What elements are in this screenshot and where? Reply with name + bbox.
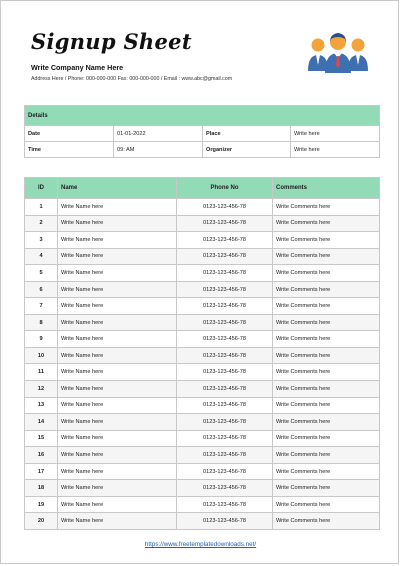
row-comment[interactable]: Write Comments here bbox=[273, 496, 380, 513]
row-name[interactable]: Write Name here bbox=[58, 215, 177, 232]
row-name[interactable]: Write Name here bbox=[58, 199, 177, 216]
row-comment[interactable]: Write Comments here bbox=[273, 447, 380, 464]
row-phone[interactable]: 0123-123-456-78 bbox=[177, 331, 273, 348]
table-row bbox=[25, 496, 380, 513]
row-comment[interactable]: Write Comments here bbox=[273, 248, 380, 265]
row-id: 18 bbox=[25, 480, 58, 497]
row-name[interactable]: Write Name here bbox=[58, 248, 177, 265]
signup-table bbox=[24, 177, 380, 530]
row-name[interactable]: Write Name here bbox=[58, 480, 177, 497]
date-value[interactable]: 01-01-2022 bbox=[114, 126, 203, 142]
table-row bbox=[25, 447, 380, 464]
row-comment[interactable]: Write Comments here bbox=[273, 314, 380, 331]
row-phone[interactable]: 0123-123-456-78 bbox=[177, 430, 273, 447]
row-phone[interactable]: 0123-123-456-78 bbox=[177, 281, 273, 298]
row-name[interactable]: Write Name here bbox=[58, 381, 177, 398]
details-table bbox=[24, 105, 380, 158]
row-id: 1 bbox=[25, 199, 58, 216]
row-id: 8 bbox=[25, 314, 58, 331]
table-row bbox=[25, 331, 380, 348]
row-id: 19 bbox=[25, 496, 58, 513]
table-row bbox=[25, 480, 380, 497]
row-id: 6 bbox=[25, 281, 58, 298]
row-id: 15 bbox=[25, 430, 58, 447]
row-name[interactable]: Write Name here bbox=[58, 397, 177, 414]
row-name[interactable]: Write Name here bbox=[58, 463, 177, 480]
column-header-id: ID bbox=[25, 178, 58, 199]
row-comment[interactable]: Write Comments here bbox=[273, 513, 380, 530]
row-comment[interactable]: Write Comments here bbox=[273, 281, 380, 298]
row-id: 16 bbox=[25, 447, 58, 464]
row-name[interactable]: Write Name here bbox=[58, 265, 177, 282]
row-phone[interactable]: 0123-123-456-78 bbox=[177, 298, 273, 315]
table-row bbox=[25, 397, 380, 414]
row-name[interactable]: Write Name here bbox=[58, 298, 177, 315]
details-row bbox=[25, 142, 380, 158]
table-row bbox=[25, 199, 380, 216]
table-row bbox=[25, 248, 380, 265]
row-phone[interactable]: 0123-123-456-78 bbox=[177, 215, 273, 232]
row-name[interactable]: Write Name here bbox=[58, 347, 177, 364]
table-row bbox=[25, 364, 380, 381]
row-phone[interactable]: 0123-123-456-78 bbox=[177, 347, 273, 364]
row-phone[interactable]: 0123-123-456-78 bbox=[177, 513, 273, 530]
table-row bbox=[25, 430, 380, 447]
row-comment[interactable]: Write Comments here bbox=[273, 480, 380, 497]
row-phone[interactable]: 0123-123-456-78 bbox=[177, 397, 273, 414]
row-id: 20 bbox=[25, 513, 58, 530]
details-row bbox=[25, 126, 380, 142]
column-header-comments: Comments bbox=[273, 178, 380, 199]
row-name[interactable]: Write Name here bbox=[58, 430, 177, 447]
row-id: 5 bbox=[25, 265, 58, 282]
row-comment[interactable]: Write Comments here bbox=[273, 414, 380, 431]
table-row bbox=[25, 314, 380, 331]
table-row bbox=[25, 215, 380, 232]
row-phone[interactable]: 0123-123-456-78 bbox=[177, 496, 273, 513]
company-address: Address Here / Phone: 000-000-000 Fax: 000-000-000 / Email : www.abc@gmail.com bbox=[31, 76, 233, 82]
details-heading: Details bbox=[25, 106, 380, 126]
row-id: 4 bbox=[25, 248, 58, 265]
table-row bbox=[25, 232, 380, 249]
row-comment[interactable]: Write Comments here bbox=[273, 364, 380, 381]
row-id: 12 bbox=[25, 381, 58, 398]
table-row bbox=[25, 265, 380, 282]
row-comment[interactable]: Write Comments here bbox=[273, 430, 380, 447]
row-name[interactable]: Write Name here bbox=[58, 447, 177, 464]
people-group-icon bbox=[304, 31, 372, 73]
row-phone[interactable]: 0123-123-456-78 bbox=[177, 248, 273, 265]
row-phone[interactable]: 0123-123-456-78 bbox=[177, 364, 273, 381]
row-phone[interactable]: 0123-123-456-78 bbox=[177, 199, 273, 216]
row-name[interactable]: Write Name here bbox=[58, 232, 177, 249]
organizer-value[interactable]: Write here bbox=[291, 142, 380, 158]
row-id: 3 bbox=[25, 232, 58, 249]
row-name[interactable]: Write Name here bbox=[58, 513, 177, 530]
row-id: 17 bbox=[25, 463, 58, 480]
row-comment[interactable]: Write Comments here bbox=[273, 232, 380, 249]
row-phone[interactable]: 0123-123-456-78 bbox=[177, 480, 273, 497]
row-id: 14 bbox=[25, 414, 58, 431]
row-phone[interactable]: 0123-123-456-78 bbox=[177, 414, 273, 431]
row-name[interactable]: Write Name here bbox=[58, 414, 177, 431]
row-id: 2 bbox=[25, 215, 58, 232]
organizer-label: Organizer bbox=[203, 142, 291, 158]
row-comment[interactable]: Write Comments here bbox=[273, 199, 380, 216]
table-row bbox=[25, 463, 380, 480]
signup-table-header bbox=[25, 178, 380, 199]
column-header-name: Name bbox=[58, 178, 177, 199]
row-phone[interactable]: 0123-123-456-78 bbox=[177, 381, 273, 398]
row-name[interactable]: Write Name here bbox=[58, 281, 177, 298]
table-row bbox=[25, 414, 380, 431]
table-row bbox=[25, 381, 380, 398]
row-name[interactable]: Write Name here bbox=[58, 314, 177, 331]
table-row bbox=[25, 513, 380, 530]
date-label: Date bbox=[25, 126, 114, 142]
row-phone[interactable]: 0123-123-456-78 bbox=[177, 232, 273, 249]
row-comment[interactable]: Write Comments here bbox=[273, 215, 380, 232]
row-id: 7 bbox=[25, 298, 58, 315]
place-value[interactable]: Write here bbox=[291, 126, 380, 142]
row-name[interactable]: Write Name here bbox=[58, 364, 177, 381]
row-name[interactable]: Write Name here bbox=[58, 331, 177, 348]
row-comment[interactable]: Write Comments here bbox=[273, 381, 380, 398]
row-comment[interactable]: Write Comments here bbox=[273, 347, 380, 364]
row-id: 13 bbox=[25, 397, 58, 414]
row-phone[interactable]: 0123-123-456-78 bbox=[177, 447, 273, 464]
website-link[interactable]: https://www.freetemplatedownloads.net/ bbox=[144, 541, 257, 548]
row-comment[interactable]: Write Comments here bbox=[273, 265, 380, 282]
row-comment[interactable]: Write Comments here bbox=[273, 331, 380, 348]
row-phone[interactable]: 0123-123-456-78 bbox=[177, 314, 273, 331]
column-header-phone: Phone No bbox=[177, 178, 273, 199]
page-title: Signup Sheet bbox=[31, 29, 192, 54]
company-name: Write Company Name Here bbox=[31, 63, 124, 72]
row-phone[interactable]: 0123-123-456-78 bbox=[177, 463, 273, 480]
time-value[interactable]: 09: AM bbox=[114, 142, 203, 158]
row-comment[interactable]: Write Comments here bbox=[273, 463, 380, 480]
row-comment[interactable]: Write Comments here bbox=[273, 397, 380, 414]
table-row bbox=[25, 347, 380, 364]
time-label: Time bbox=[25, 142, 114, 158]
row-id: 9 bbox=[25, 331, 58, 348]
row-id: 11 bbox=[25, 364, 58, 381]
row-comment[interactable]: Write Comments here bbox=[273, 298, 380, 315]
row-name[interactable]: Write Name here bbox=[58, 496, 177, 513]
row-id: 10 bbox=[25, 347, 58, 364]
row-phone[interactable]: 0123-123-456-78 bbox=[177, 265, 273, 282]
table-row bbox=[25, 281, 380, 298]
table-row bbox=[25, 298, 380, 315]
place-label: Place bbox=[203, 126, 291, 142]
